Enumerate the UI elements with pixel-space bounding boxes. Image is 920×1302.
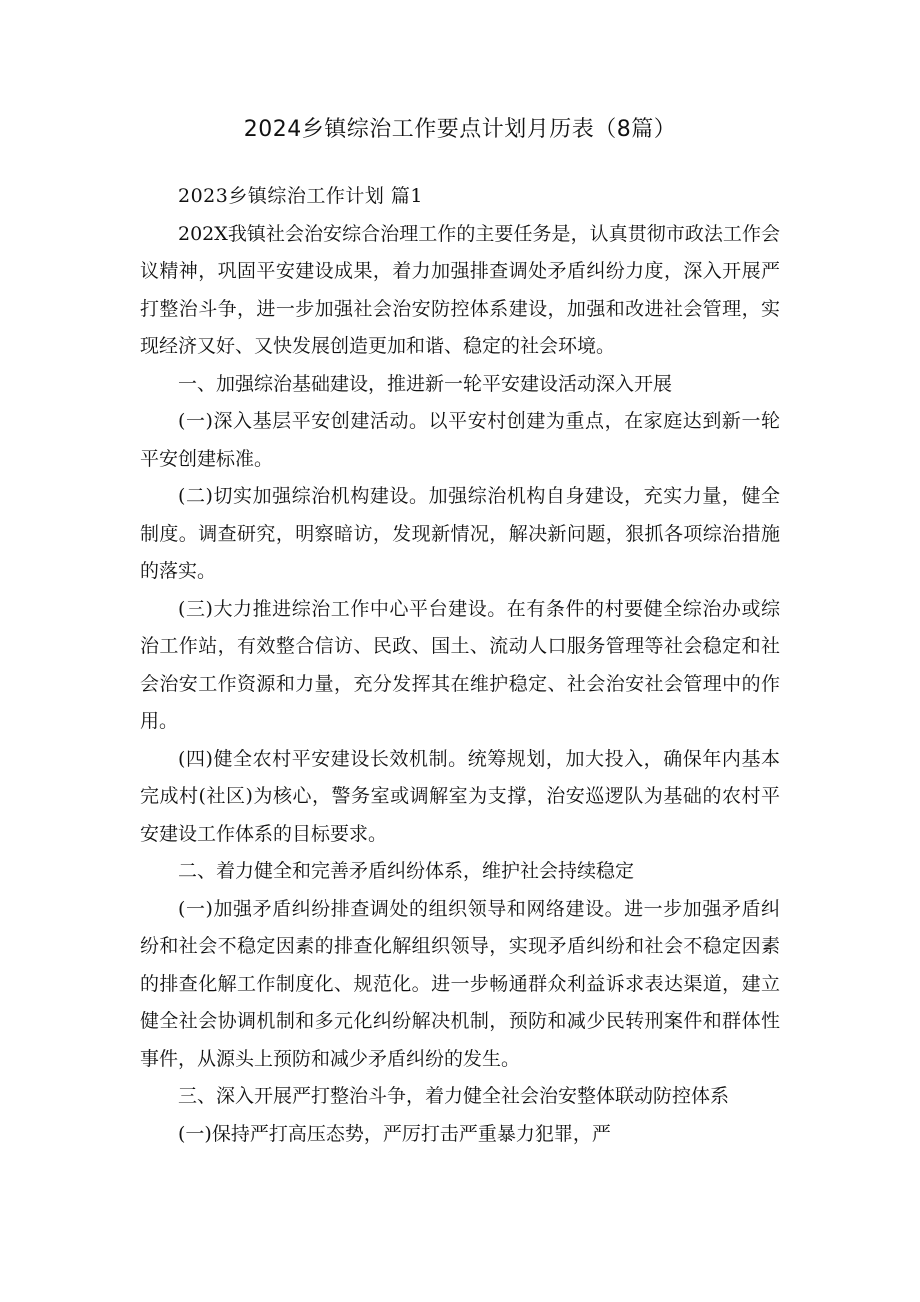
heading-section-1: 一、加强综治基础建设，推进新一轮平安建设活动深入开展 (178, 372, 673, 395)
paragraph-intro: 202X我镇社会治安综合治理工作的主要任务是，认真贯彻市政法工作会议精神，巩固平安建设成果，着力加强排查调处矛盾纠纷力度，深入开展严打整治斗争，进一步加强社会治安防控体系建设，加强和改进社会管理，实现经济又好、又快发展创造更加和谐、稳定的社会环境。 (140, 222, 780, 357)
document-body (140, 178, 780, 1153)
heading-section-3: 三、深入开展严打整治斗争，着力健全社会治安整体联动防控体系 (178, 1085, 730, 1107)
heading-section-2: 二、着力健全和完善矛盾纠纷体系，维护社会持续稳定 (178, 860, 635, 882)
paragraph-3-1: (一)保持严打高压态势，严厉打击严重暴力犯罪，严 (178, 1122, 611, 1145)
paragraph-1-3: (三)大力推进综治工作中心平台建设。在有条件的村要健全综治办或综治工作站，有效整合信访、民政、国土、流动人口服务管理等社会稳定和社会治安工作资源和力量，充分发挥其在维护稳定、社会治安社会管理中的作用。 (140, 597, 780, 732)
paragraph-2-1: (一)加强矛盾纠纷排查调处的组织领导和网络建设。进一步加强矛盾纠纷和社会不稳定因素的排查化解组织领导，实现矛盾纠纷和社会不稳定因素的排查化解工作制度化、规范化。进一步畅通群众利益诉求表达渠道，建立健全社会协调机制和多元化纠纷解决机制，预防和减少民转刑案件和群体性事件，从源头上预防和减少矛盾纠纷的发生。 (140, 897, 780, 1070)
paragraph-1-2: (二)切实加强综治机构建设。加强综治机构自身建设，充实力量，健全制度。调查研究，明察暗访，发现新情况，解决新问题，狠抓各项综治措施的落实。 (140, 485, 780, 582)
document-title: 2024乡镇综治工作要点计划月历表（8篇） (243, 117, 677, 142)
paragraph-1-1: (一)深入基层平安创建活动。以平安村创建为重点，在家庭达到新一轮平安创建标准。 (140, 410, 780, 470)
section-subtitle: 2023乡镇综治工作计划 篇1 (178, 185, 423, 207)
paragraph-1-4: (四)健全农村平安建设长效机制。统筹规划，加大投入，确保年内基本完成村(社区)为核心，警务室或调解室为支撑，治安巡逻队为基础的农村平安建设工作体系的目标要求。 (140, 747, 780, 845)
